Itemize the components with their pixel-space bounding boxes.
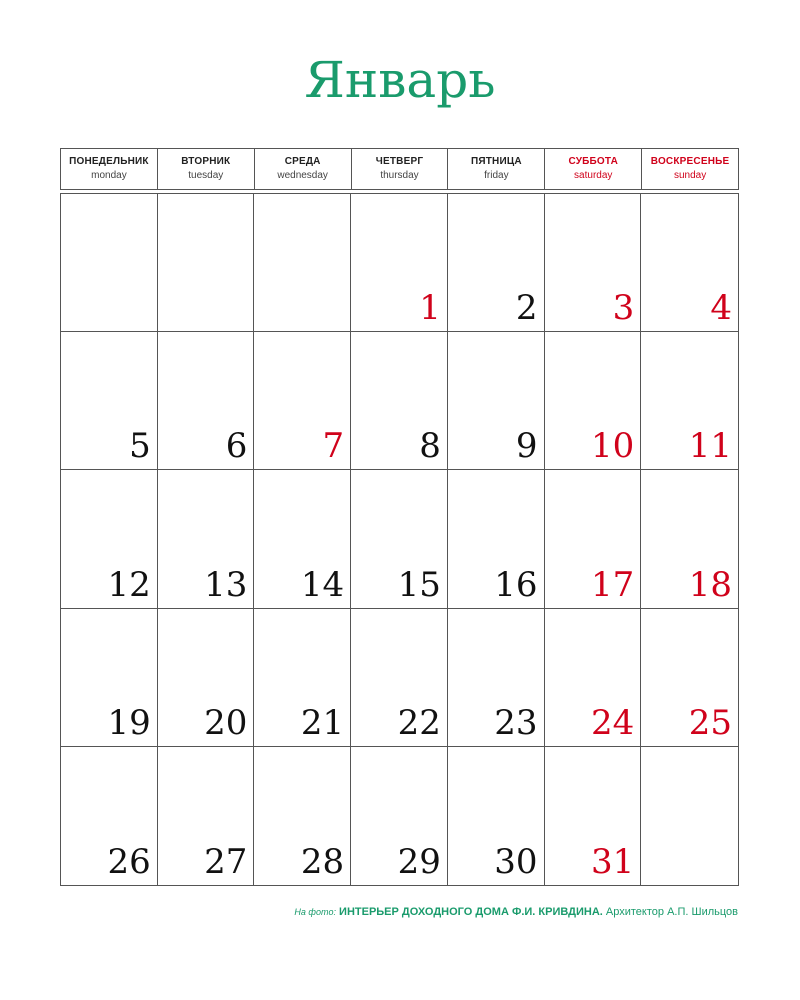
weekday-name: СРЕДА (284, 156, 321, 167)
day-number: 9 (515, 426, 538, 467)
day-cell (448, 332, 545, 470)
day-cell (545, 609, 642, 747)
weekday-name-en: saturday (574, 170, 613, 181)
weekday-saturday (545, 149, 642, 189)
weekday-name-en: friday (484, 170, 509, 181)
day-cell (158, 609, 255, 747)
day-number: 1 (419, 288, 441, 329)
day-cell (254, 747, 351, 885)
day-cell (158, 470, 255, 608)
weekday-name: СУББОТА (568, 156, 619, 167)
weekday-friday (448, 149, 545, 189)
day-number: 21 (300, 702, 345, 743)
day-cell (545, 332, 642, 470)
day-cell (351, 332, 448, 470)
day-number: 19 (107, 702, 151, 743)
day-number: 12 (107, 564, 151, 605)
day-cell (448, 470, 545, 608)
day-number: 16 (494, 564, 538, 605)
weekday-name: ВТОРНИК (181, 156, 231, 167)
day-number: 28 (300, 841, 345, 882)
weekday-thursday (352, 149, 449, 189)
day-number: 25 (688, 702, 732, 743)
weekday-monday (61, 149, 158, 189)
day-number: 5 (129, 426, 151, 467)
day-number: 13 (204, 564, 248, 605)
day-number: 20 (204, 702, 248, 743)
day-cell (61, 194, 158, 332)
day-cell (545, 747, 642, 885)
day-number: 8 (419, 426, 441, 467)
day-cell (351, 470, 448, 608)
day-number: 6 (225, 426, 248, 467)
weekday-name-en: monday (91, 170, 127, 181)
day-cell (158, 747, 255, 885)
day-number: 23 (494, 702, 538, 743)
day-cell (254, 470, 351, 608)
weekday-wednesday (255, 149, 352, 189)
day-number: 29 (397, 841, 441, 882)
weekday-name-en: wednesday (277, 170, 328, 181)
photo-caption (294, 906, 738, 918)
day-number: 17 (591, 564, 635, 605)
day-number: 11 (688, 426, 732, 467)
day-number: 30 (494, 841, 538, 882)
day-cell (254, 609, 351, 747)
day-cell (641, 194, 738, 332)
weekday-name-en: sunday (673, 170, 707, 181)
weekday-tuesday (158, 149, 255, 189)
day-number: 7 (322, 426, 345, 467)
day-number: 24 (591, 702, 635, 743)
day-cell (448, 747, 545, 885)
day-number: 27 (204, 841, 248, 882)
caption-title: ИНТЕРЬЕР ДОХОДНОГО ДОМА Ф.И. КРИВДИНА. (339, 906, 603, 918)
day-cell (158, 332, 255, 470)
day-number: 15 (397, 564, 441, 605)
weekday-header (60, 148, 739, 190)
month-title: Январь (304, 51, 496, 109)
day-cell (61, 609, 158, 747)
day-cell (61, 470, 158, 608)
day-number: 10 (591, 426, 635, 467)
day-number: 4 (710, 288, 732, 329)
weekday-name: ВОСКРЕСЕНЬЕ (650, 156, 730, 167)
day-number: 3 (612, 288, 635, 329)
day-number: 26 (107, 841, 151, 882)
day-cell (158, 194, 255, 332)
day-cell (545, 194, 642, 332)
day-number: 14 (300, 564, 345, 605)
day-cell (351, 609, 448, 747)
day-cell (641, 470, 738, 608)
weekday-name-en: tuesday (188, 170, 224, 181)
weekday-name: ПЯТНИЦА (470, 156, 522, 167)
day-cell (351, 747, 448, 885)
weekday-name: ЧЕТВЕРГ (375, 156, 424, 167)
day-cell (641, 332, 738, 470)
day-number: 22 (397, 702, 441, 743)
day-number: 18 (688, 564, 732, 605)
day-cell (61, 332, 158, 470)
caption-suffix: Архитектор А.П. Шильцов (605, 906, 738, 918)
day-cell (545, 470, 642, 608)
day-cell (448, 609, 545, 747)
day-cell (254, 332, 351, 470)
day-cell (641, 747, 738, 885)
weekday-sunday (642, 149, 738, 189)
calendar-grid (60, 193, 739, 886)
day-number: 31 (591, 841, 635, 882)
day-cell (254, 194, 351, 332)
weekday-name: ПОНЕДЕЛЬНИК (69, 156, 149, 167)
day-cell (641, 609, 738, 747)
day-cell (61, 747, 158, 885)
day-number: 2 (515, 288, 538, 329)
day-cell (351, 194, 448, 332)
weekday-name-en: thursday (380, 170, 419, 181)
day-cell (448, 194, 545, 332)
caption-prefix: На фото: (294, 907, 336, 917)
